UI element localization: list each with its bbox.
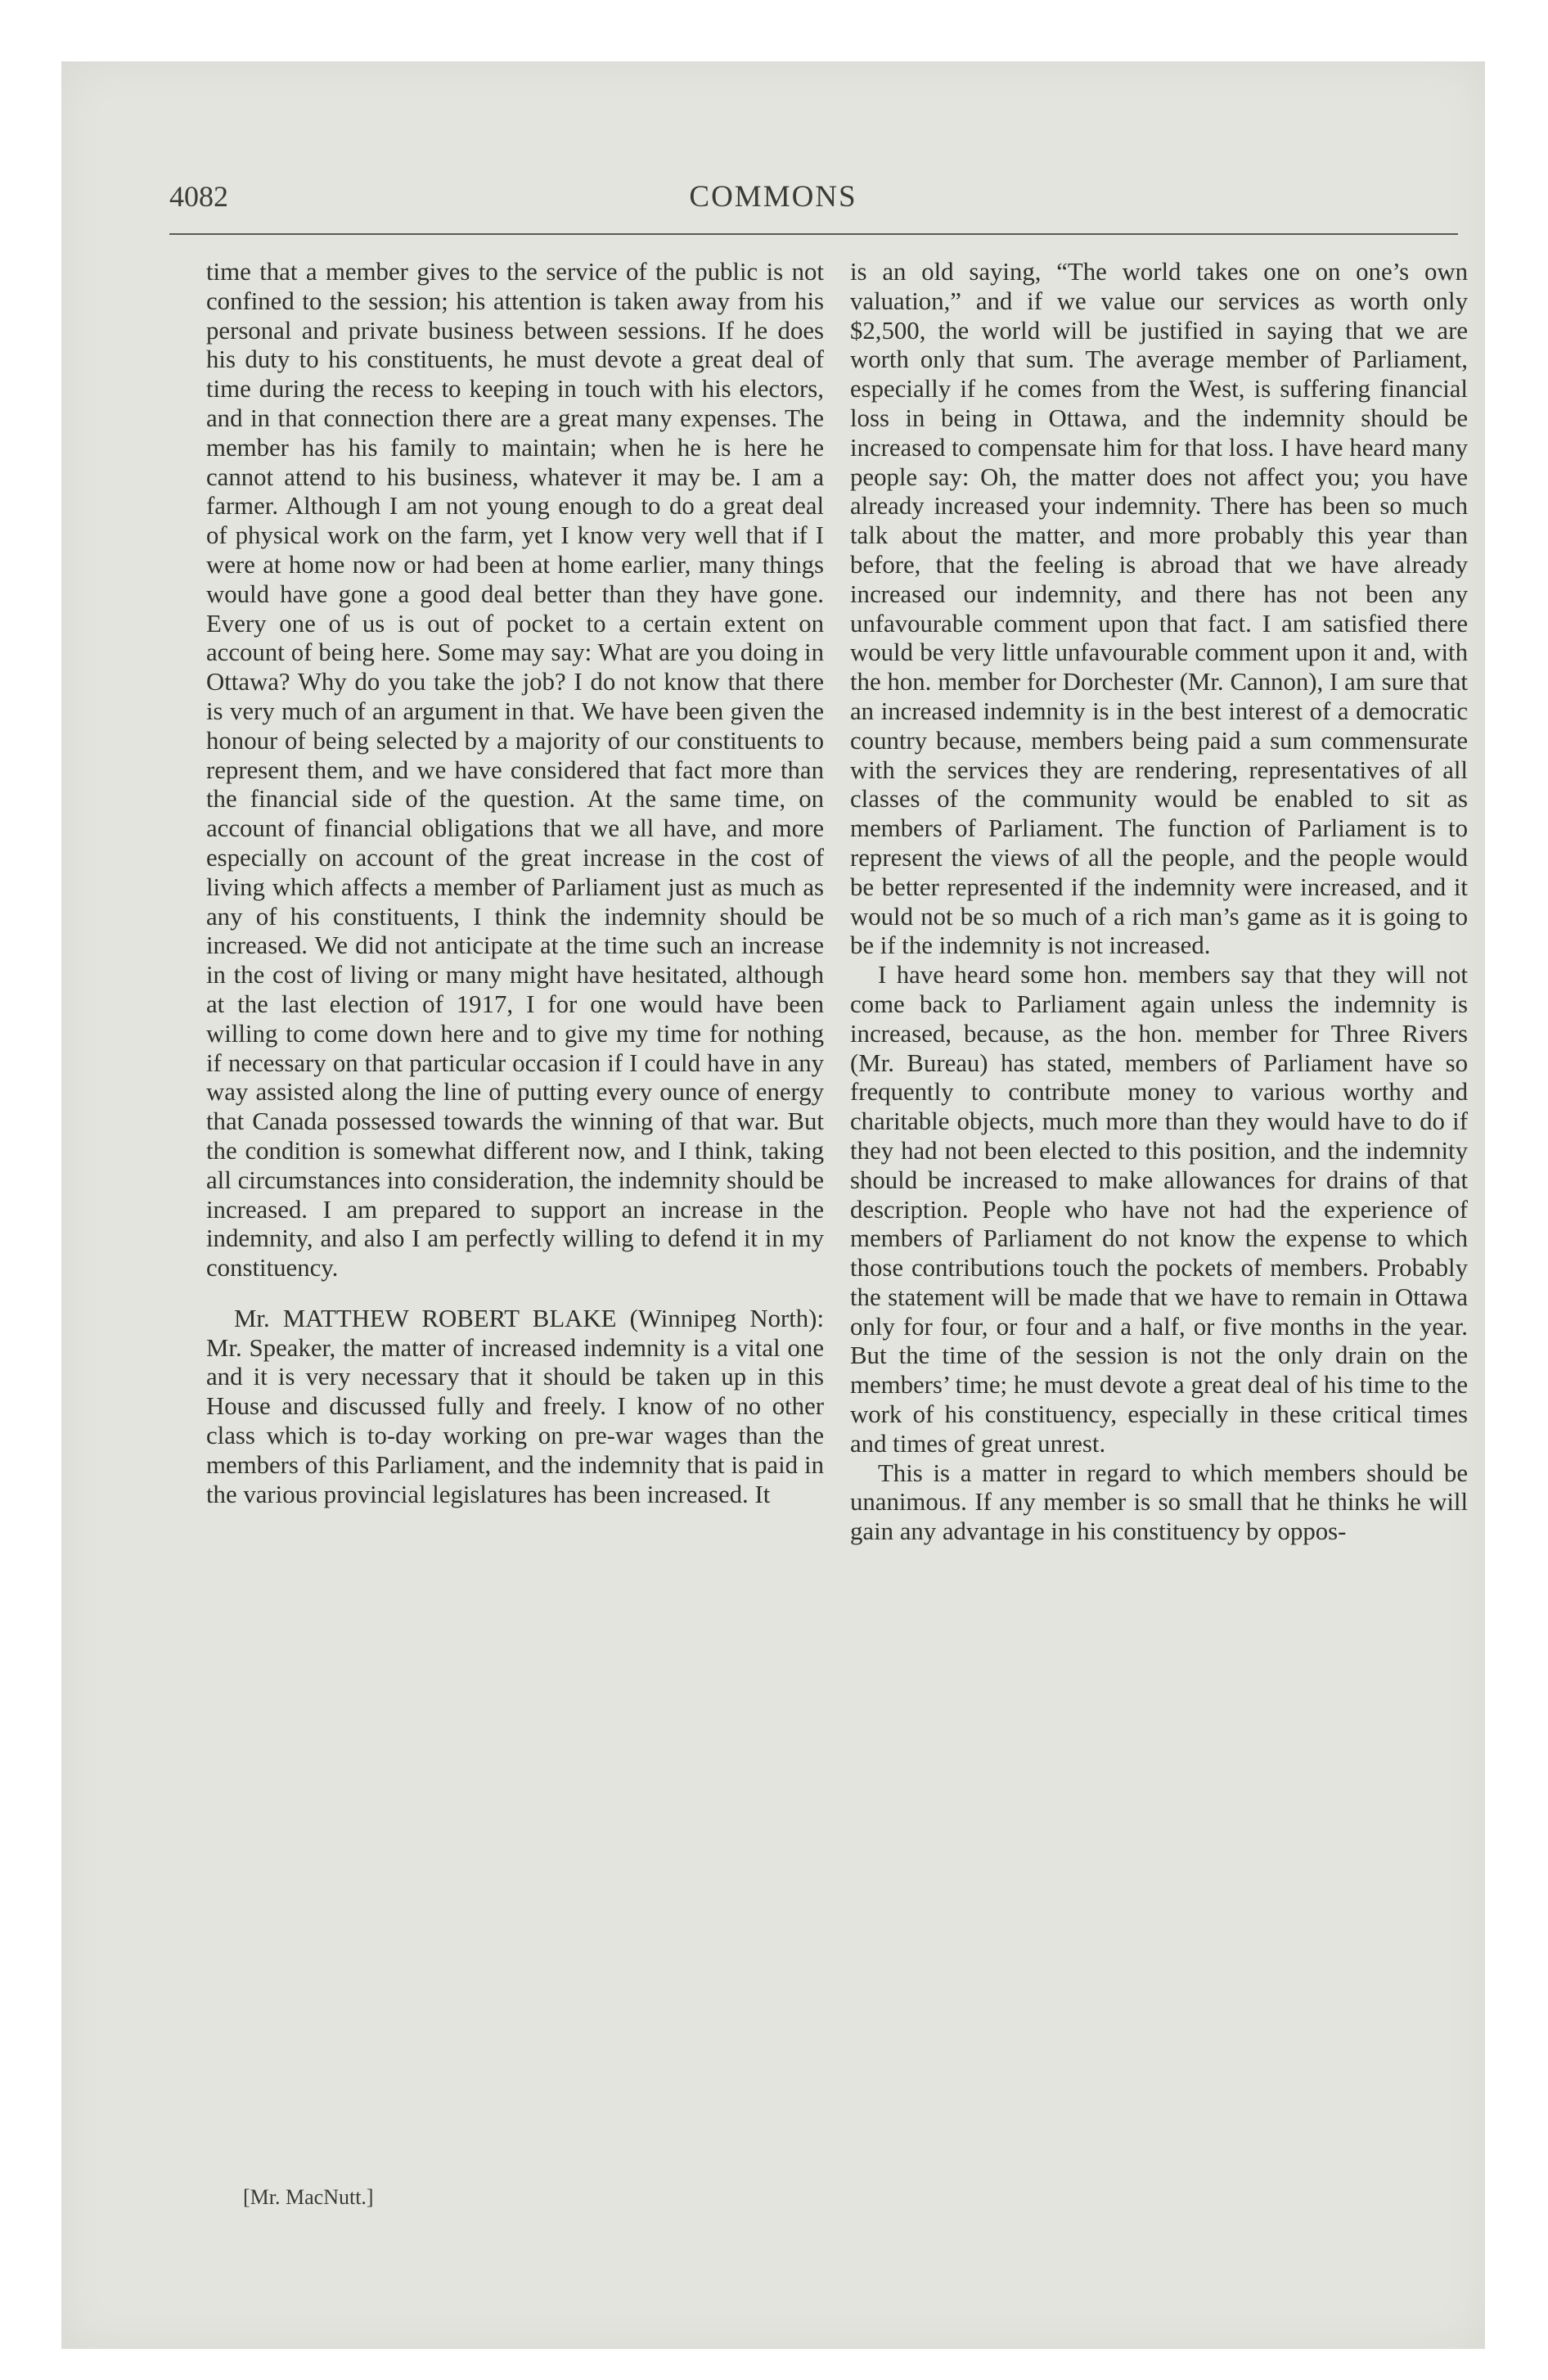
left-paragraph-2: Mr. MATTHEW ROBERT BLAKE (Winnipeg North): Mr. Speaker, the matter of increased indemnity is a vital one and it is very necessary that it should be taken up in this House and discussed fully and freely. I know of no other class which is to-day working on pre-war wages than the members of this Parliament, and the indemnity that is paid in the various provincial legislatures has been increased. It <box>206 1304 824 1508</box>
left-paragraph-1: time that a member gives to the service of the public is not confined to the session; his attention is taken away from his personal and private business between sessions. If he does his duty to his constituents, he must devote a great deal of time during the recess to keeping in touch with his electors, and in that connection there are a great many expenses. The member has his family to maintain; when he is here he cannot attend to his business, whatever it may be. I am a farmer. Although I am not young enough to do a great deal of physical work on the farm, yet I know very well that if I were at home now or had been at home earlier, many things would have gone a good deal better than they have gone. Every one of us is out of pocket to a certain extent on account of being here. Some may say: What are you doing in Ottawa? Why do you take the job? I do not know that there is very much of an argument in that. We have been given the honour of being selected by a majority of our constituents to represent them, and we have considered that fact more than the financial side of the question. At the same time, on account of financial obligations that we all have, and more especially on account of the great increase in the cost of living which affects a member of Parliament just as much as any of his constituents, I think the indemnity should be increased. We did not anticipate at the time such an increase in the cost of living or many might have hesitated, although at the last election of 1917, I for one would have been willing to come down here and to give my time for nothing if necessary on that particular occasion if I could have in any way assisted along the line of putting every ounce of energy that Canada possessed towards the winning of that war. But the condition is somewhat different now, and I think, taking all circumstances into consideration, the indemnity should be increased. I am prepared to support an increase in the indemnity, and also I am perfectly willing to defend it in my constituency. <box>206 258 824 1282</box>
header-rule <box>169 233 1458 235</box>
footer-attribution: [Mr. MacNutt.] <box>243 2185 374 2209</box>
running-head: COMMONS <box>689 180 857 214</box>
page-number: 4082 <box>169 180 228 213</box>
right-column <box>850 258 1468 1547</box>
left-column <box>206 258 824 1509</box>
right-paragraph-1: is an old saying, “The world takes one on one’s own valuation,” and if we value our services as worth only $2,500, the world will be justified in saying that we are worth only that sum. The average member of Parliament, especially if he comes from the West, is suffering financial loss in being in Ottawa, and the indemnity should be increased to compensate him for that loss. I have heard many people say: Oh, the matter does not affect you; you have already increased your indemnity. There has been so much talk about the matter, and more probably this year than before, that the feeling is abroad that we have already increased our indemnity, and there has not been any unfavourable comment upon that fact. I am satisfied there would be very little unfavourable comment upon it and, with the hon. member for Dorchester (Mr. Cannon), I am sure that an increased indemnity is in the best interest of a democratic country because, members being paid a sum commensurate with the services they are rendering, representatives of all classes of the community would be enabled to sit as members of Parliament. The function of Parliament is to represent the views of all the people, and the people would be better represented if the indemnity were increased, and it would not be so much of a rich man’s game as it is going to be if the indemnity is not increased. <box>850 258 1468 960</box>
scanned-page <box>61 61 1485 2349</box>
right-paragraph-3: This is a matter in regard to which members should be unanimous. If any member is so small that he thinks he will gain any advantage in his constituency by oppos- <box>850 1458 1468 1546</box>
right-paragraph-2: I have heard some hon. members say that they will not come back to Parliament again unless the indemnity is increased, because, as the hon. member for Three Rivers (Mr. Bureau) has stated, members of Parliament have so frequently to contribute money to various worthy and charitable objects, much more than they would have to do if they had not been elected to this position, and the indemnity should be increased to make allowances for drains of that description. People who have not had the experience of members of Parliament do not know the expense to which those contributions touch the pockets of members. Probably the statement will be made that we have to remain in Ottawa only for four, or four and a half, or five months in the year. But the time of the session is not the only drain on the members’ time; he must devote a great deal of his time to the work of his constituency, especially in these critical times and times of great unrest. <box>850 961 1468 1458</box>
